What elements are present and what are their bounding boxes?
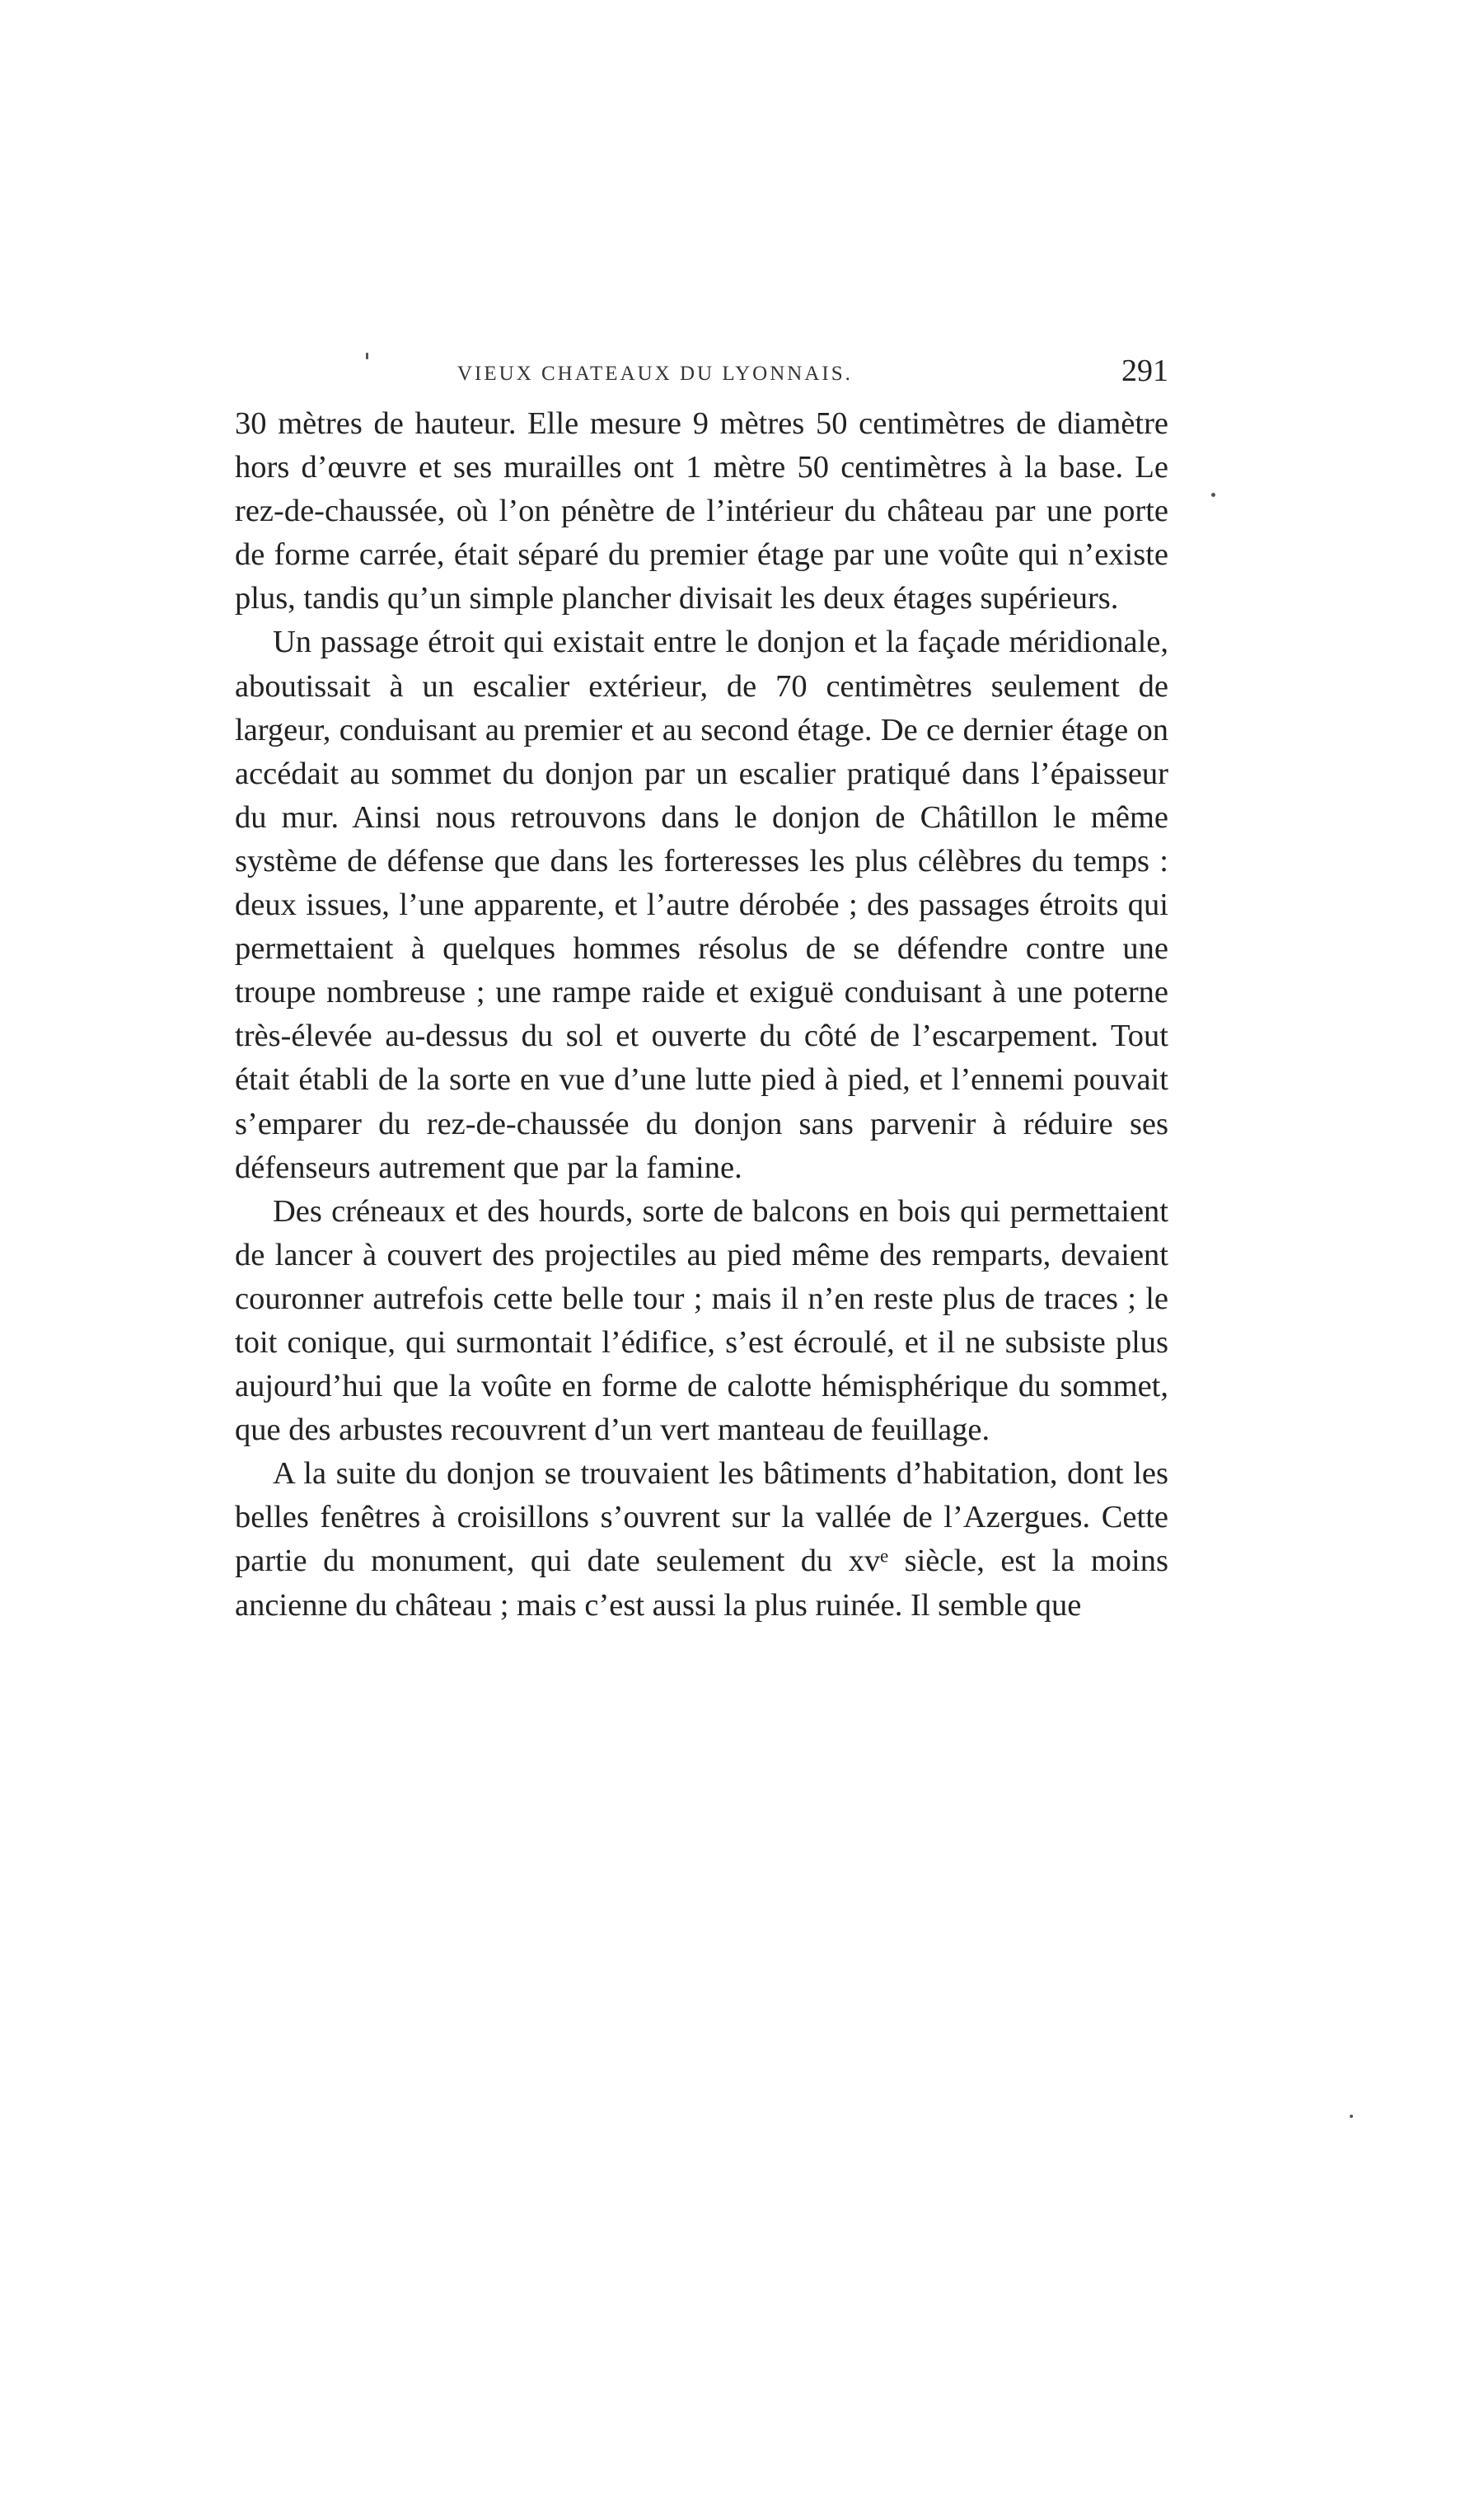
page-number: 291 (1121, 354, 1168, 388)
paragraph-2: Un passage étroit qui existait entre le donjon et la façade méridionale, aboutissait à un escalier extérieur, de 70 centimètres seulement de largeur, conduisant au premier et au second étage. De ce dernier étage on accédait au sommet du donjon par un escalier pratiqué dans l’épaisseur du mur. Ainsi nous retrouvons dans le donjon de Châtillon le même système de défense que dans les forteresses les plus célèbres du temps : deux issues, l’une apparente, et l’autre dérobée ; des passages étroits qui permettaient à quelques hommes résolus de se défendre contre une troupe nombreuse ; une rampe raide et exiguë conduisant à une poterne très-élevée au-dessus du sol et ouverte du côté de l’escarpement. Tout était établi de la sorte en vue d’une lutte pied à pied, et l’ennemi pouvait s’emparer du rez-de-chaussée du donjon sans parvenir à réduire ses défenseurs autrement que par la famine. (235, 625, 1168, 1185)
ink-speck (1350, 2115, 1353, 2118)
page-header (235, 353, 1168, 402)
body-text (235, 402, 1168, 1628)
paragraph-4: A la suite du donjon se trouvaient les bâtiments d’habitation, dont les belles fenêtres à croisillons s’ouvrent sur la vallée de l’Azergues. Cette partie du monument, qui date seulement du xvᵉ siècle, est la moins ancienne du château ; mais c’est aussi la plus ruinée. Il semble que (235, 1456, 1168, 1623)
ink-speck (1211, 493, 1215, 497)
paragraph-1: 30 mètres de hauteur. Elle mesure 9 mètres 50 centimètres de diamètre hors d’œuvre et ses murailles ont 1 mètre 50 centimètres à la base. Le rez-de-chaussée, où l’on pénètre de l’intérieur du château par une porte de forme carrée, était séparé du premier étage par une voûte qui n’existe plus, tandis qu’un simple plancher divisait les deux étages supérieurs. (235, 406, 1168, 616)
ink-speck (366, 353, 368, 359)
paragraph-3: Des créneaux et des hourds, sorte de balcons en bois qui permettaient de lancer à couvert des projectiles au pied même des remparts, devaient couronner autrefois cette belle tour ; mais il n’en reste plus de traces ; le toit conique, qui surmontait l’édifice, s’est écroulé, et il ne subsiste plus aujourd’hui que la voûte en forme de calotte hémisphérique du sommet, que des arbustes recouvrent d’un vert manteau de feuillage. (235, 1193, 1168, 1448)
running-head: VIEUX CHATEAUX DU LYONNAIS. (457, 363, 853, 385)
